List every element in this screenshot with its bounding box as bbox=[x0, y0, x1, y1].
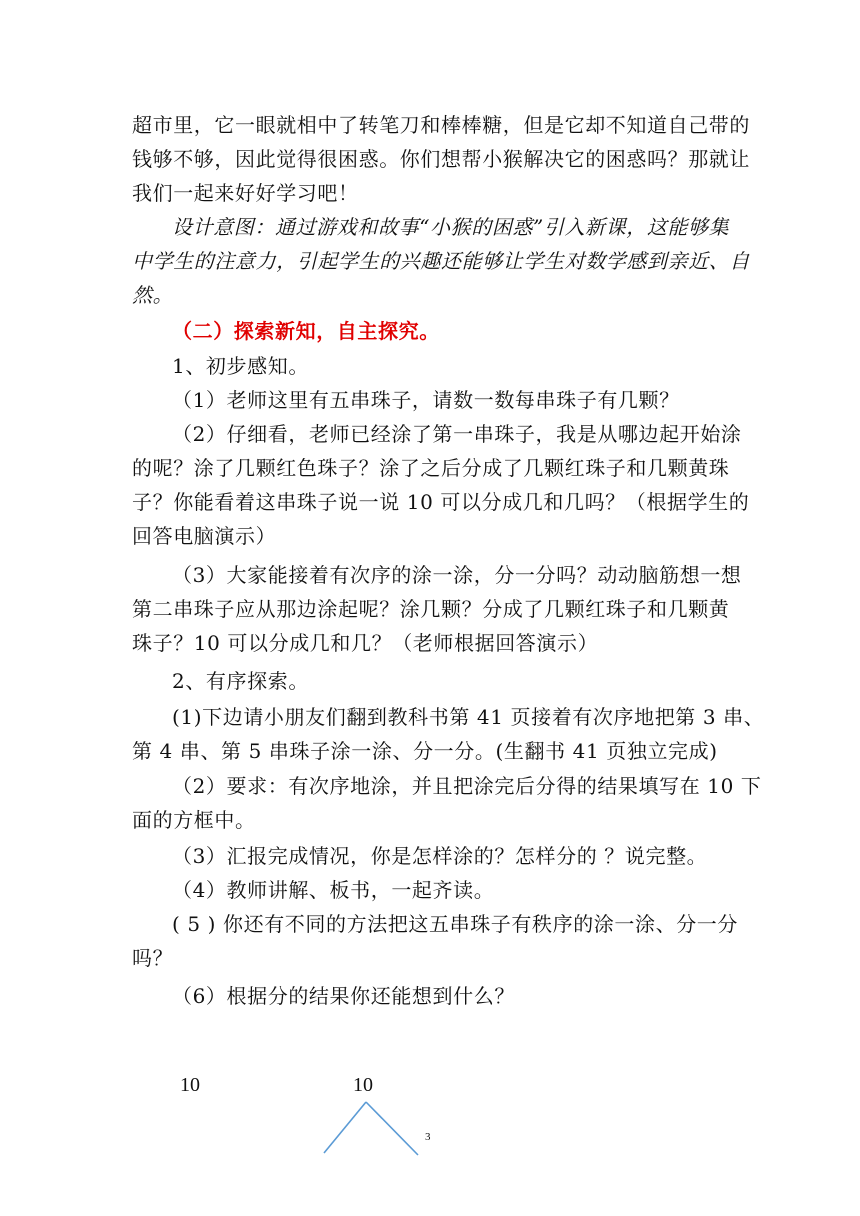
step2-question-1-line-1: (1)下边请小朋友们翻到教科书第 41 页接着有次序地把第 3 串、 bbox=[172, 705, 765, 729]
diagram-tree-number: 10 bbox=[353, 1074, 373, 1096]
step2-question-2-line-2: 面的方框中。 bbox=[132, 808, 256, 832]
page-number: 3 bbox=[425, 1131, 431, 1143]
step2-question-5-line-1: ( 5 ) 你还有不同的方法把这五串珠子有秩序的涂一涂、分一分 bbox=[172, 912, 739, 936]
tree-left-branch bbox=[324, 1102, 366, 1153]
diagram-left-number: 10 bbox=[180, 1074, 200, 1096]
design-intent-line-3: 然。 bbox=[132, 283, 174, 307]
step2-question-1-line-2: 第 4 串、第 5 串珠子涂一涂、分一分。(生翻书 41 页独立完成) bbox=[132, 739, 718, 763]
step1-question-2-line-2: 的呢？涂了几颗红色珠子？涂了之后分成了几颗红珠子和几颗黄珠 bbox=[132, 456, 730, 480]
step2-title: 2、有序探索。 bbox=[172, 669, 309, 693]
design-intent-line-1: 设计意图：通过游戏和故事“小猴的困惑”引入新课，这能够集 bbox=[172, 215, 730, 239]
design-intent-line-2: 中学生的注意力，引起学生的兴趣还能够让学生对数学感到亲近、自 bbox=[132, 249, 750, 273]
step1-question-2-line-4: 回答电脑演示） bbox=[132, 524, 277, 548]
intro-line-2: 钱够不够，因此觉得很困惑。你们想帮小猴解决它的困惑吗？那就让 bbox=[132, 147, 750, 171]
step1-question-1: （1）老师这里有五串珠子，请数一数每串珠子有几颗？ bbox=[172, 388, 680, 412]
step1-question-2-line-3: 子？你能看着这串珠子说一说 10 可以分成几和几吗？（根据学生的 bbox=[132, 490, 750, 514]
tree-right-branch bbox=[366, 1102, 418, 1155]
step1-question-3-line-1: （3）大家能接着有次序的涂一涂，分一分吗？动动脑筋想一想 bbox=[172, 563, 742, 587]
step1-question-3-line-2: 第二串珠子应从那边涂起呢？涂几颗？分成了几颗红珠子和几颗黄 bbox=[132, 597, 730, 621]
intro-line-1: 超市里，它一眼就相中了转笔刀和棒棒糖，但是它却不知道自己带的 bbox=[132, 113, 750, 137]
step2-question-5-line-2: 吗？ bbox=[132, 946, 174, 970]
step2-question-6: （6）根据分的结果你还能想到什么？ bbox=[172, 984, 515, 1008]
intro-line-3: 我们一起来好好学习吧！ bbox=[132, 181, 359, 205]
step2-question-3: （3）汇报完成情况，你是怎样涂的？怎样分的 ？说完整。 bbox=[172, 844, 708, 868]
section-heading: （二）探索新知，自主探究。 bbox=[172, 319, 440, 343]
step1-question-2-line-1: （2）仔细看，老师已经涂了第一串珠子，我是从哪边起开始涂 bbox=[172, 422, 742, 446]
step1-title: 1、初步感知。 bbox=[172, 354, 309, 378]
step2-question-4: （4）教师讲解、板书，一起齐读。 bbox=[172, 878, 495, 902]
step1-question-3-line-3: 珠子？10 可以分成几和几？（老师根据回答演示） bbox=[132, 631, 599, 655]
step2-question-2-line-1: （2）要求：有次序地涂，并且把涂完后分得的结果填写在 10 下 bbox=[172, 774, 762, 798]
